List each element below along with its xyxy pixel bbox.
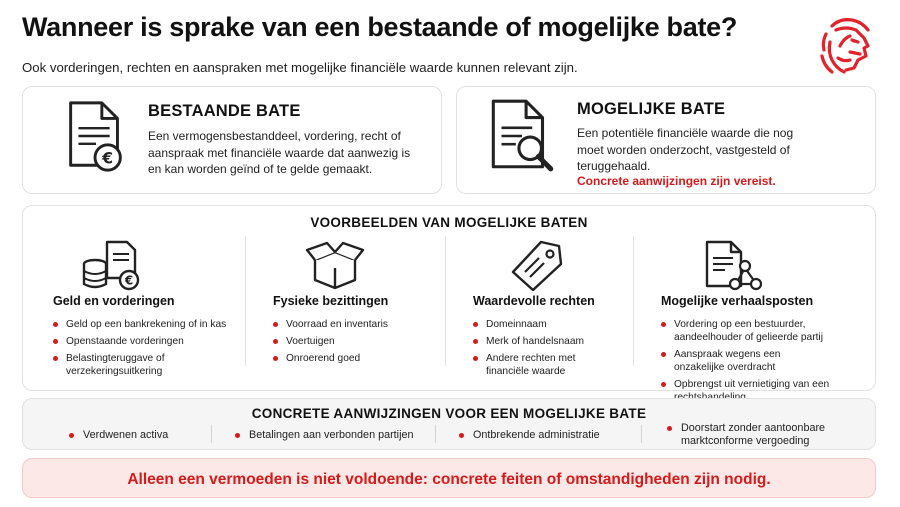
example-column-title: Geld en vorderingen bbox=[53, 294, 175, 308]
list-item: Voorraad en inventaris bbox=[273, 318, 453, 331]
footer-alert-text: Alleen een vermoeden is niet voldoende: concrete feiten of omstandigheden zijn nodig. bbox=[127, 471, 771, 488]
possible-asset-card bbox=[456, 86, 876, 194]
list-item: Voertuigen bbox=[273, 335, 453, 348]
example-column-title: Fysieke bezittingen bbox=[273, 294, 389, 308]
indicator-divider bbox=[435, 425, 436, 443]
indicator-item: Verdwenen activa bbox=[69, 429, 219, 442]
example-column-recovery bbox=[651, 236, 861, 396]
list-item: Vordering op een bestuurder, aandeelhouder of gelieerde partij bbox=[661, 318, 831, 344]
example-list bbox=[473, 318, 613, 382]
example-column-title: Waardevolle rechten bbox=[473, 294, 595, 308]
document-network-icon bbox=[699, 238, 763, 292]
svg-text:€: € bbox=[124, 273, 134, 288]
open-box-icon bbox=[305, 238, 365, 292]
indicators-panel bbox=[22, 398, 876, 450]
indicators-title: CONCRETE AANWIJZINGEN VOOR EEN MOGELIJKE BATE bbox=[251, 406, 647, 421]
example-column-title: Mogelijke verhaalsposten bbox=[661, 294, 814, 308]
footer-alert bbox=[22, 458, 876, 498]
list-item: Belastingteruggave of verzekeringsuitkering bbox=[53, 352, 203, 378]
example-column-physical bbox=[263, 236, 453, 396]
example-list bbox=[661, 318, 831, 408]
page-subtitle: Ook vorderingen, rechten en aanspraken met mogelijke financiële waarde kunnen relevant zijn. bbox=[22, 60, 578, 75]
column-divider bbox=[633, 236, 634, 366]
existing-asset-text: Een vermogensbestanddeel, vordering, recht of aanspraak met financiële waarde dat aanwezig is en kan worden geïnd of te gelde gemaakt. bbox=[148, 129, 411, 176]
indicator-divider bbox=[211, 425, 212, 443]
list-item: Geld op een bankrekening of in kas bbox=[53, 318, 243, 331]
example-list bbox=[273, 318, 453, 369]
indicator-divider bbox=[641, 425, 642, 443]
list-item: Aanspraak wegens een onzakelijke overdracht bbox=[661, 348, 831, 374]
indicator-item: Doorstart zonder aantoonbare marktconforme vergoeding bbox=[667, 422, 857, 448]
document-euro-icon bbox=[57, 97, 135, 175]
list-item: Onroerend goed bbox=[273, 352, 453, 365]
example-list bbox=[53, 318, 243, 382]
list-item: Domeinnaam bbox=[473, 318, 613, 331]
existing-asset-title: BESTAANDE BATE bbox=[148, 102, 301, 120]
examples-panel bbox=[22, 205, 876, 391]
indicator-item: Betalingen aan verbonden partijen bbox=[235, 429, 445, 442]
lion-logo-icon bbox=[810, 12, 882, 84]
example-column-rights bbox=[463, 236, 648, 396]
column-divider bbox=[245, 236, 246, 366]
possible-asset-title: MOGELIJKE BATE bbox=[577, 100, 726, 118]
possible-asset-text: Een potentiële financiële waarde die nog moet worden onderzocht, vastgesteld of teruggehaald. bbox=[577, 126, 794, 173]
document-magnifier-icon bbox=[481, 95, 563, 177]
price-tag-icon bbox=[505, 238, 565, 292]
list-item: Andere rechten met financiële waarde bbox=[473, 352, 613, 378]
list-item: Opbrengst uit vernietiging van een bbox=[661, 378, 831, 404]
indicator-item: Ontbrekende administratie bbox=[459, 429, 659, 442]
svg-text:€: € bbox=[102, 149, 114, 168]
possible-asset-note: Concrete aanwijzingen zijn vereist. bbox=[577, 174, 776, 188]
list-item: Openstaande vorderingen bbox=[53, 335, 243, 348]
existing-asset-card bbox=[22, 86, 442, 194]
column-divider bbox=[445, 236, 446, 366]
coins-document-icon bbox=[79, 238, 149, 292]
list-item: Merk of handelsnaam bbox=[473, 335, 613, 348]
page-title: Wanneer is sprake van een bestaande of mogelijke bate? bbox=[22, 12, 738, 42]
examples-title: VOORBEELDEN VAN MOGELIJKE BATEN bbox=[310, 215, 588, 230]
example-column-money bbox=[43, 236, 243, 396]
